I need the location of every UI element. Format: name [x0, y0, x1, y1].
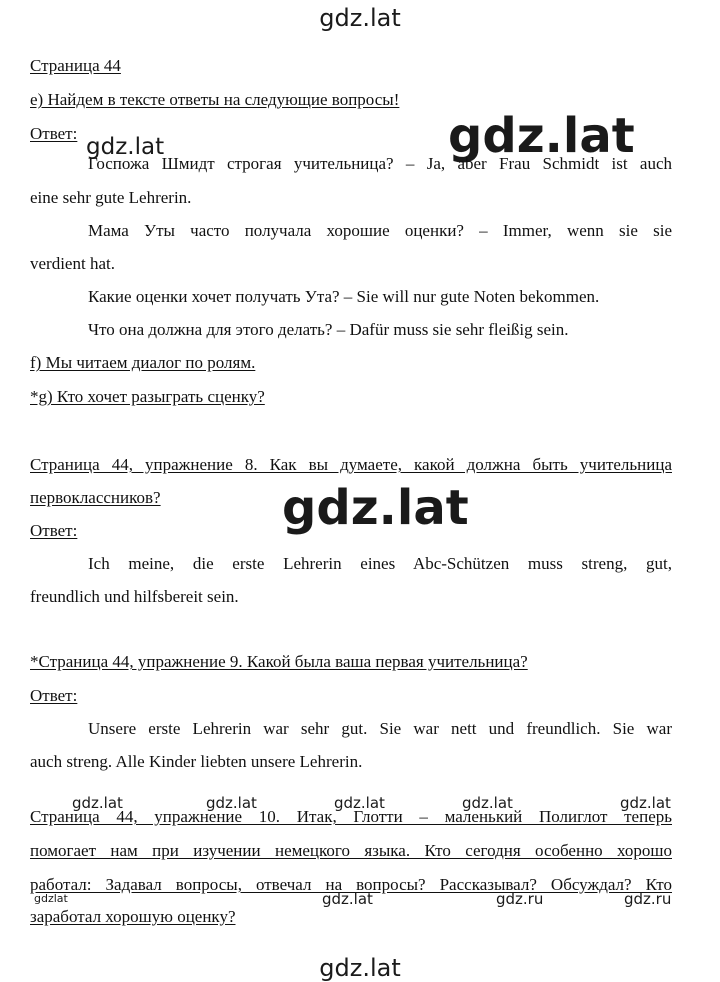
ex10-heading: работал: Задавал вопросы, отвечал на вопросы? Рассказывал? Обсуждал? Кто — [30, 875, 672, 894]
ex10-heading: Страница 44, упражнение 10. Итак, Глотти – маленький Полиглот теперь — [30, 807, 672, 826]
ex8-answer-label: Ответ: — [30, 521, 78, 540]
ex9-answer-line: auch streng. Alle Kinder liebten unsere Lehrerin. — [30, 752, 363, 771]
ex9-answer-line: Unsere erste Lehrerin war sehr gut. Sie war nett und freundlich. Sie war — [88, 719, 672, 738]
ex8-answer-line: freundlich und hilfsbereit sein. — [30, 587, 239, 606]
ex8-answer-line: Ich meine, die erste Lehrerin eines Abc-Schützen muss streng, gut, — [88, 554, 672, 573]
watermark-ru: gdz.ru — [624, 890, 672, 908]
watermark-row: gdz.lat — [462, 794, 513, 812]
watermark-top: gdz.lat — [319, 4, 401, 32]
watermark-bottom: gdz.lat — [319, 954, 401, 982]
ex10-heading: помогает нам при изучении немецкого языка. Кто сегодня особенно хорошо — [30, 841, 672, 860]
watermark-big-2: gdz.lat — [282, 480, 469, 536]
f-heading: f) Мы читаем диалог по ролям. — [30, 353, 256, 372]
watermark-mid: gdz.lat — [322, 890, 373, 908]
ex8-heading: Страница 44, упражнение 8. Как вы думаете, какой должна быть учительница — [30, 455, 672, 474]
watermark-big-1: gdz.lat — [448, 108, 635, 164]
page-heading: Страница 44 — [30, 56, 121, 75]
answer-line: Какие оценки хочет получать Ута? – Sie will nur gute Noten bekommen. — [88, 287, 600, 306]
watermark-row: gdz.lat — [620, 794, 671, 812]
answer-label: Ответ: — [30, 124, 78, 143]
ex8-heading-cont: первоклассников? — [30, 488, 161, 507]
g-heading: *g) Кто хочет разыграть сценку? — [30, 387, 265, 406]
watermark-row: gdz.lat — [72, 794, 123, 812]
watermark-tiny: gdzlat — [34, 892, 68, 905]
answer-line: Что она должна для этого делать? – Dafür muss sie sehr fleißig sein. — [88, 320, 569, 339]
answer-line: eine sehr gute Lehrerin. — [30, 188, 192, 207]
answer-line: Госпожа Шмидт строгая учительница? – Ja, aber Frau Schmidt ist auch — [88, 154, 672, 173]
ex9-answer-label: Ответ: — [30, 686, 78, 705]
ex9-heading: *Страница 44, упражнение 9. Какой была ваша первая учительница? — [30, 652, 528, 671]
watermark-answer: gdz.lat — [86, 134, 165, 160]
watermark-ru: gdz.ru — [496, 890, 544, 908]
answer-line: verdient hat. — [30, 254, 115, 273]
watermark-row: gdz.lat — [206, 794, 257, 812]
e-heading: e) Найдем в тексте ответы на следующие вопросы! — [30, 90, 400, 109]
watermark-row: gdz.lat — [334, 794, 385, 812]
answer-line: Мама Уты часто получала хорошие оценки? – Immer, wenn sie sie — [88, 221, 672, 240]
ex10-heading: заработал хорошую оценку? — [30, 907, 236, 926]
